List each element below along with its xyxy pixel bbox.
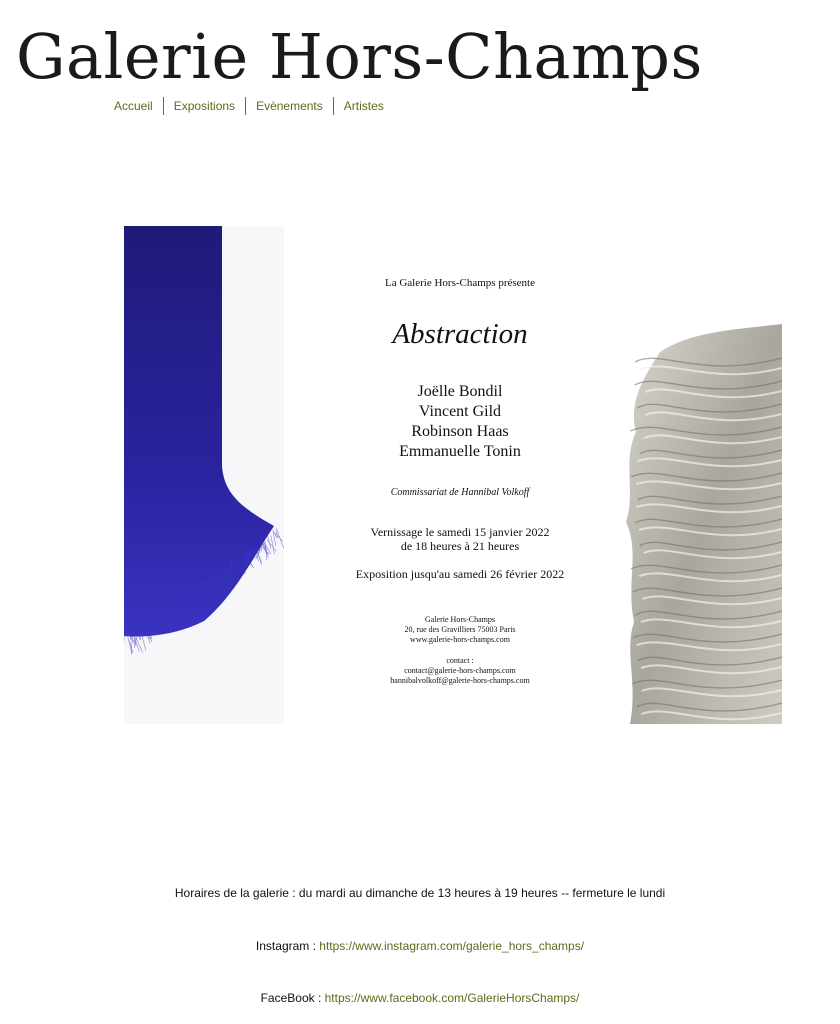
artist-name: Vincent Gild [418,403,502,420]
artist-name: Robinson Haas [411,423,509,440]
address-line: www.galerie-hors-champs.com [410,635,510,644]
instagram-link[interactable]: https://www.instagram.com/galerie_hors_champs/ [319,939,585,953]
poster-intro: La Galerie Hors-Champs présente [385,277,535,289]
facebook-label: FaceBook : [260,991,325,1005]
opening-hours: de 18 heures à 21 heures [400,539,520,553]
blue-brushstroke-artwork [124,226,284,724]
contact-line: contact : [446,656,474,665]
poster-text [324,226,596,724]
main-nav [104,97,394,115]
address-line: Galerie Hors-Champs [425,615,495,624]
opening-hours-notice: Horaires de la galerie : du mardi au dimanche de 13 heures à 19 heures -- fermeture le lundi [174,886,666,900]
artist-list [324,382,596,462]
facebook-link[interactable]: https://www.facebook.com/GalerieHorsChamps/ [324,991,580,1005]
gallery-address [324,615,596,645]
nav-artistes[interactable]: Artistes [333,97,394,115]
artist-name: Emmanuelle Tonin [399,443,521,460]
instagram-label: Instagram : [255,939,320,953]
nav-expositions[interactable]: Expositions [163,97,245,115]
site-title: Galerie Hors-Champs [16,20,703,93]
opening-info [324,525,596,553]
nav-evenements[interactable]: Evènements [245,97,333,115]
artist-name: Joëlle Bondil [417,383,503,400]
contact-line: contact@galerie-hors-champs.com [404,666,516,675]
address-line: 20, rue des Gravilliers 75003 Paris [404,625,516,634]
instagram-line [0,939,840,953]
exhibition-title: Abstraction [392,318,528,350]
nav-accueil[interactable]: Accueil [114,99,153,113]
facebook-line [0,991,840,1005]
silver-fabric-sculpture [620,322,782,724]
opening-date: Vernissage le samedi 15 janvier 2022 [370,525,550,539]
exhibition-poster [124,226,782,726]
curator-credit: Commissariat de Hannibal Volkoff [390,487,530,498]
gallery-contact [324,656,596,686]
contact-line: hannibalvolkoff@galerie-hors-champs.com [390,676,530,685]
exhibition-end-date: Exposition jusqu'au samedi 26 février 2022 [355,567,565,581]
